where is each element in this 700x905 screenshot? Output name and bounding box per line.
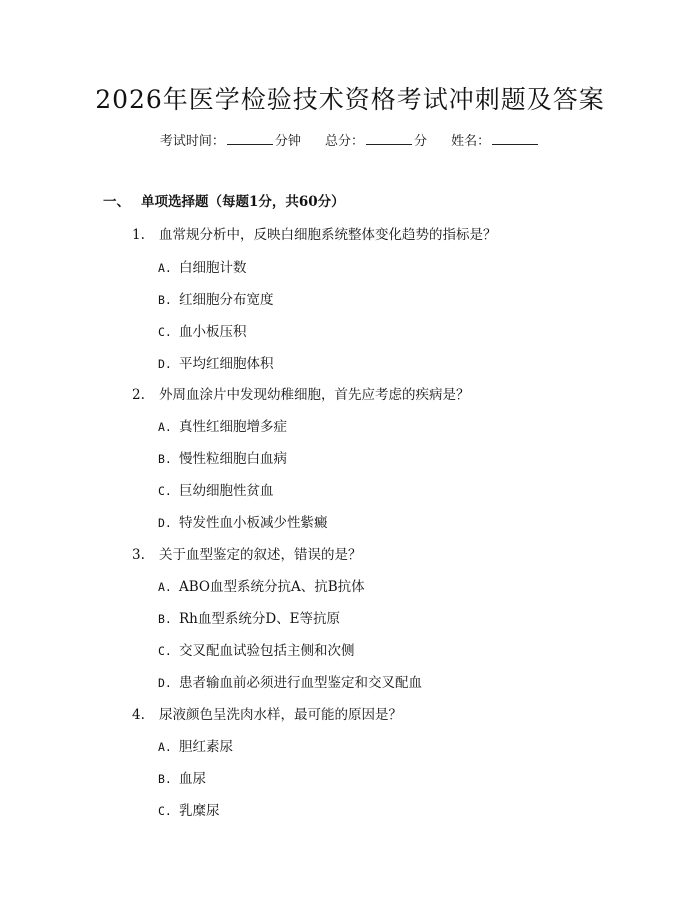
- question-text: 外周血涂片中发现幼稚细胞，首先应考虑的疾病是？: [159, 387, 470, 403]
- total-score-field: [325, 130, 427, 149]
- section-title: 单项选择题（每题1分，共60分）: [141, 194, 345, 210]
- option-letter: A.: [158, 580, 172, 594]
- question-2-option-b: [158, 447, 287, 467]
- option-text: 交叉配血试验包括主侧和次侧: [179, 643, 355, 659]
- option-letter: B.: [158, 293, 172, 307]
- option-letter: A.: [158, 420, 172, 434]
- exam-time-unit: 分钟: [274, 134, 301, 149]
- option-letter: B.: [158, 612, 172, 626]
- document-title: 2026年医学检验技术资格考试冲刺题及答案: [95, 85, 605, 114]
- exam-time-blank: [227, 133, 273, 145]
- option-text: 慢性粒细胞白血病: [179, 451, 287, 467]
- question-2-option-c: [158, 479, 274, 499]
- question-4-option-a: [158, 735, 233, 755]
- option-text: 红细胞分布宽度: [179, 292, 274, 308]
- option-text: 真性红细胞增多症: [179, 419, 287, 435]
- question-text: 尿液颜色呈洗肉水样，最可能的原因是？: [159, 707, 402, 723]
- option-letter: D.: [158, 357, 172, 371]
- option-letter: D.: [158, 516, 172, 530]
- name-field: [451, 130, 540, 149]
- question-3: [132, 543, 362, 563]
- question-number: 4.: [132, 707, 145, 723]
- question-3-option-c: [158, 639, 355, 659]
- question-4: [132, 703, 402, 723]
- question-4-option-b: [158, 767, 206, 787]
- total-score-blank: [366, 133, 412, 145]
- question-1-option-a: [158, 256, 247, 276]
- exam-meta-line: [0, 130, 700, 149]
- question-1-option-b: [158, 288, 274, 308]
- option-letter: A.: [158, 261, 172, 275]
- option-text: 血尿: [179, 771, 206, 787]
- name-blank: [492, 133, 538, 145]
- question-text: 血常规分析中，反映白细胞系统整体变化趋势的指标是？: [159, 227, 497, 243]
- question-text: 关于血型鉴定的叙述，错误的是？: [159, 547, 362, 563]
- exam-time-field: [160, 130, 301, 149]
- option-letter: C.: [158, 644, 172, 658]
- option-text: 血小板压积: [179, 324, 247, 340]
- question-1: [132, 223, 497, 243]
- option-letter: B.: [158, 452, 172, 466]
- option-letter: C.: [158, 325, 172, 339]
- question-1-option-d: [158, 352, 274, 372]
- option-letter: C.: [158, 484, 172, 498]
- option-letter: C.: [158, 804, 172, 818]
- option-text: 胆红素尿: [179, 739, 233, 755]
- option-text: 患者输血前必须进行血型鉴定和交叉配血: [179, 675, 422, 691]
- question-number: 3.: [132, 547, 145, 563]
- section-heading: [103, 190, 345, 210]
- question-3-option-d: [158, 671, 422, 691]
- exam-time-label: 考试时间：: [159, 134, 225, 149]
- option-text: 白细胞计数: [179, 260, 247, 276]
- option-text: 乳糜尿: [179, 803, 220, 819]
- option-text: 巨幼细胞性贫血: [179, 483, 274, 499]
- question-2-option-a: [158, 415, 287, 435]
- option-text: ABO血型系统分抗A、抗B抗体: [179, 579, 365, 595]
- option-text: 特发性血小板减少性紫癜: [179, 515, 328, 531]
- total-score-unit: 分: [414, 134, 428, 149]
- total-score-label: 总分：: [324, 134, 364, 149]
- section-number: 一、: [103, 194, 130, 210]
- option-text: Rh血型系统分D、E等抗原: [179, 611, 341, 627]
- question-4-option-c: [158, 799, 220, 819]
- option-text: 平均红细胞体积: [179, 356, 274, 372]
- option-letter: B.: [158, 772, 172, 786]
- question-number: 2.: [132, 387, 145, 403]
- question-number: 1.: [132, 227, 145, 243]
- option-letter: A.: [158, 740, 172, 754]
- question-2-option-d: [158, 511, 328, 531]
- option-letter: D.: [158, 676, 172, 690]
- question-3-option-a: [158, 575, 365, 595]
- question-2: [132, 383, 470, 403]
- question-3-option-b: [158, 607, 340, 627]
- question-1-option-c: [158, 320, 247, 340]
- name-label: 姓名：: [451, 134, 491, 149]
